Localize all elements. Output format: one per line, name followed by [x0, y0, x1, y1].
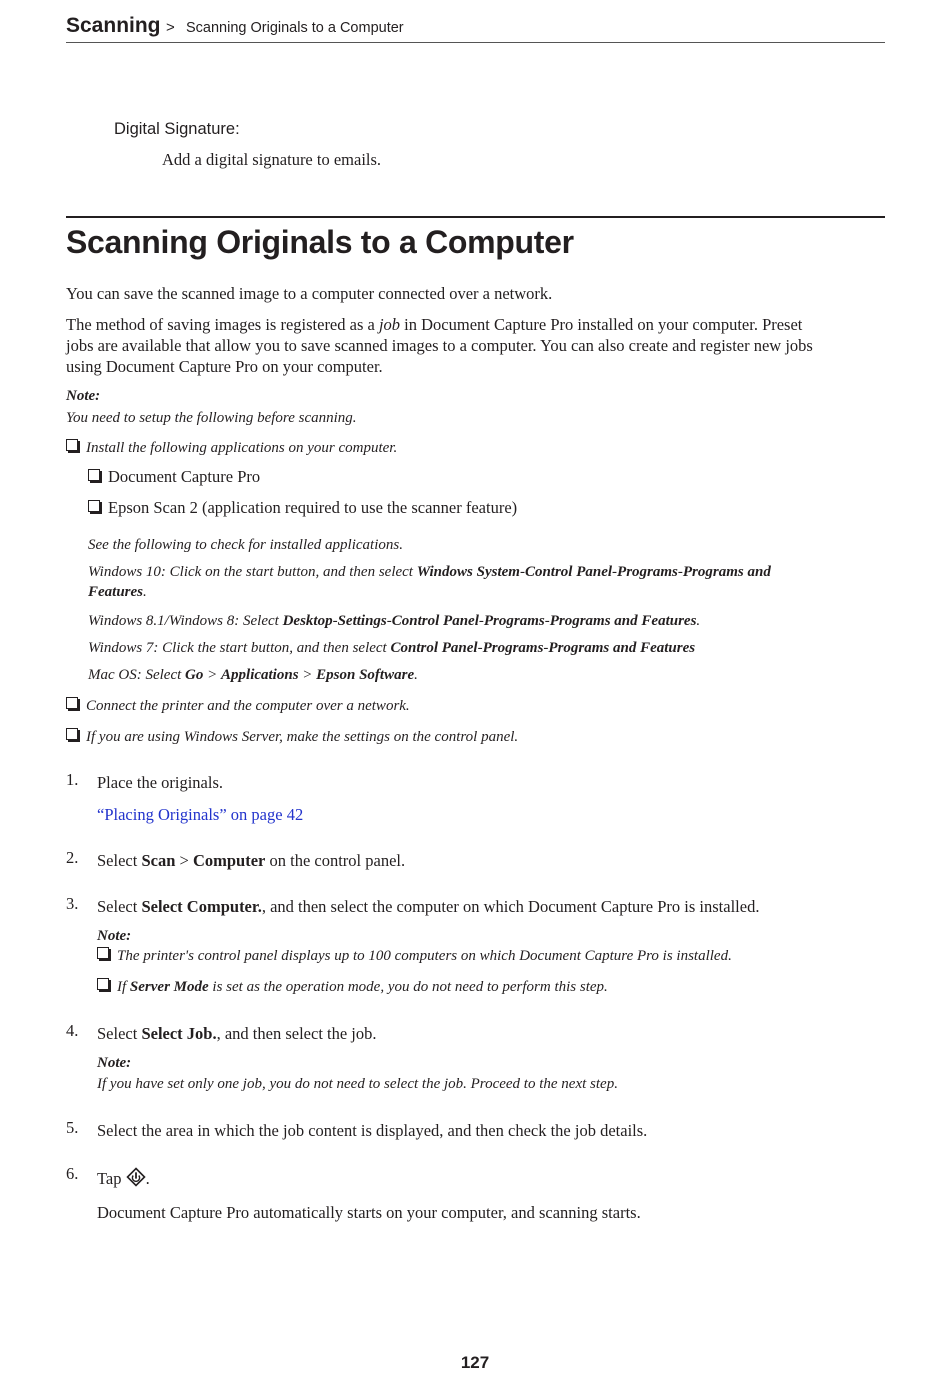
start-button-icon — [126, 1167, 146, 1192]
note-windows7: Windows 7: Click the start button, and then select Control Panel-Programs-Programs and Features — [88, 640, 696, 656]
step-3-note-2: If Server Mode is set as the operation mode, you do not need to perform this step. — [97, 977, 608, 997]
step-3-number: 3. — [66, 894, 79, 913]
step-1-number: 1. — [66, 770, 79, 789]
step-3-note-1: The printer's control panel displays up to 100 computers on which Document Capture Pro is installed. — [97, 946, 732, 966]
note-subbullet-epson-scan: Epson Scan 2 (application required to use the scanner feature) — [88, 497, 517, 518]
intro-paragraph-1: You can save the scanned image to a computer connected over a network. — [66, 284, 553, 303]
header-section: Scanning — [66, 14, 161, 37]
note-subbullet-dcp: Document Capture Pro — [88, 466, 260, 487]
definition-term: Digital Signature: — [114, 120, 240, 138]
header-subsection: Scanning Originals to a Computer — [186, 20, 404, 36]
note-bullet-windows-server: If you are using Windows Server, make the settings on the control panel. — [66, 727, 518, 747]
intro-paragraph-2: The method of saving images is registered as a job in Document Capture Pro installed on your computer. Preset jobs are available that allow you to save scanned images to a computer. You can also create and register new jobs using Document Capture Pro on your computer. — [66, 315, 813, 376]
note-macos: Mac OS: Select Go > Applications > Epson Software. — [88, 667, 418, 683]
step-4-note-text: If you have set only one job, you do not need to select the job. Proceed to the next step. — [97, 1076, 618, 1092]
step-6-number: 6. — [66, 1164, 79, 1183]
note-windows10: Windows 10: Click on the start button, and then select Windows System-Control Panel-Programs-Programs and Features. — [88, 564, 771, 600]
step-3-note-title: Note: — [97, 928, 132, 944]
step-5-text: Select the area in which the job content is displayed, and then check the job details. — [97, 1121, 648, 1140]
step-4-note-title: Note: — [97, 1055, 132, 1071]
checkbox-bullet-icon — [97, 978, 109, 990]
step-6-result: Document Capture Pro automatically starts on your computer, and scanning starts. — [97, 1203, 641, 1222]
note-text: You need to setup the following before scanning. — [66, 410, 357, 426]
step-2-number: 2. — [66, 848, 79, 867]
page-title: Scanning Originals to a Computer — [66, 216, 885, 261]
note-title: Note: — [66, 388, 101, 404]
step-6-text: Tap . — [97, 1167, 150, 1192]
note-bullet-install: Install the following applications on your computer. — [66, 438, 397, 458]
step-1-text: Place the originals. — [97, 773, 224, 792]
checkbox-bullet-icon — [97, 947, 109, 959]
note-check-installed: See the following to check for installed applications. — [88, 537, 403, 553]
step-5-number: 5. — [66, 1118, 79, 1137]
placing-originals-link[interactable]: “Placing Originals” on page 42 — [97, 805, 304, 824]
checkbox-bullet-icon — [88, 469, 100, 481]
step-2-text: Select Scan > Computer on the control panel. — [97, 851, 406, 870]
step-3-text: Select Select Computer., and then select the computer on which Document Capture Pro is installed. — [97, 897, 760, 916]
checkbox-bullet-icon — [66, 439, 78, 451]
checkbox-bullet-icon — [66, 728, 78, 740]
definition-description: Add a digital signature to emails. — [162, 150, 382, 169]
note-bullet-connect: Connect the printer and the computer over a network. — [66, 696, 410, 716]
step-4-number: 4. — [66, 1021, 79, 1040]
running-header — [66, 12, 885, 43]
note-windows8: Windows 8.1/Windows 8: Select Desktop-Settings-Control Panel-Programs-Programs and Features. — [88, 613, 701, 629]
header-separator: > — [166, 19, 175, 36]
page-number: 127 — [460, 1353, 490, 1372]
checkbox-bullet-icon — [88, 500, 100, 512]
checkbox-bullet-icon — [66, 697, 78, 709]
step-4-text: Select Select Job., and then select the job. — [97, 1024, 377, 1043]
